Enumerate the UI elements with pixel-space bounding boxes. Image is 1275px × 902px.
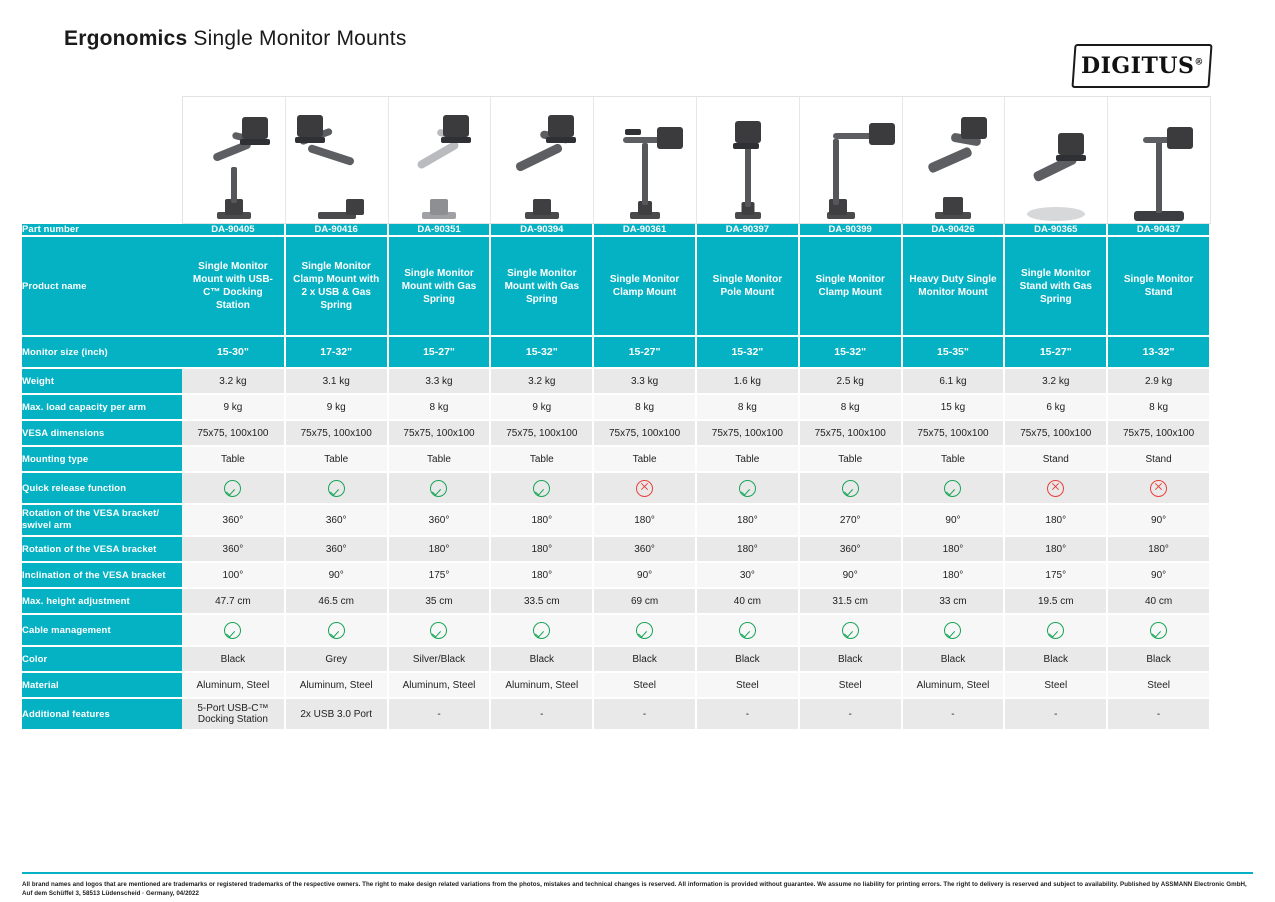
monitor-pole-mount-icon (702, 111, 794, 223)
monitor-mount-gas-spring-clamp-icon (188, 111, 280, 223)
cell-material: Aluminum, Steel (285, 672, 388, 698)
row-label-inclination-bracket: Inclination of the VESA bracket (22, 562, 182, 588)
logo-text: DIGITUS (1080, 53, 1194, 79)
cell-vesa-dimensions: 75x75, 100x100 (182, 420, 285, 446)
cell-color: Black (1107, 646, 1210, 672)
check-icon (328, 480, 345, 497)
product-image-cell (1108, 97, 1210, 223)
product-image-cell (389, 97, 492, 223)
cell-rotation-bracket-swivel: 180° (1004, 504, 1107, 536)
product-image-cell (800, 97, 903, 223)
cell-rotation-bracket: 180° (388, 536, 491, 562)
row-label-additional-features: Additional features (22, 698, 182, 730)
cell-additional-features: 5-Port USB-C™ Docking Station (182, 698, 285, 730)
cell-product-name: Single Monitor Mount with Gas Spring (490, 236, 593, 336)
row-label-part-number: Part number (22, 224, 182, 236)
cell-weight: 3.2 kg (490, 368, 593, 394)
table-row (22, 446, 1210, 472)
table-row (22, 698, 1210, 730)
cell-cable-management (593, 614, 696, 646)
row-label-max-height: Max. height adjustment (22, 588, 182, 614)
cell-max-height: 33.5 cm (490, 588, 593, 614)
cell-rotation-bracket: 360° (182, 536, 285, 562)
cell-material: Steel (593, 672, 696, 698)
cell-vesa-dimensions: 75x75, 100x100 (490, 420, 593, 446)
cross-icon (1047, 480, 1064, 497)
check-icon (328, 622, 345, 639)
cell-rotation-bracket: 180° (902, 536, 1005, 562)
cell-material: Aluminum, Steel (388, 672, 491, 698)
cell-max-height: 46.5 cm (285, 588, 388, 614)
cell-mounting-type: Table (285, 446, 388, 472)
cell-quick-release (696, 472, 799, 504)
cell-inclination-bracket: 180° (902, 562, 1005, 588)
check-icon (533, 480, 550, 497)
row-label-max-load: Max. load capacity per arm (22, 394, 182, 420)
logo-registered-mark: ® (1193, 57, 1204, 68)
monitor-heavy-duty-mount-icon (907, 111, 999, 223)
cell-rotation-bracket-swivel: 180° (696, 504, 799, 536)
cell-part-number: DA-90394 (490, 224, 593, 236)
row-label-vesa-dimensions: VESA dimensions (22, 420, 182, 446)
cell-rotation-bracket: 360° (799, 536, 902, 562)
cell-vesa-dimensions: 75x75, 100x100 (1004, 420, 1107, 446)
cell-color: Silver/Black (388, 646, 491, 672)
cell-part-number: DA-90405 (182, 224, 285, 236)
cell-weight: 3.2 kg (182, 368, 285, 394)
check-icon (224, 622, 241, 639)
monitor-stand-icon (1113, 111, 1205, 223)
cell-material: Aluminum, Steel (490, 672, 593, 698)
check-icon (944, 622, 961, 639)
table-row (22, 394, 1210, 420)
cell-color: Black (490, 646, 593, 672)
cell-monitor-size: 15-32" (696, 336, 799, 368)
cell-max-height: 40 cm (696, 588, 799, 614)
check-icon (842, 480, 859, 497)
check-icon (533, 622, 550, 639)
cell-monitor-size: 17-32" (285, 336, 388, 368)
monitor-mount-silver-gas-spring-icon (393, 111, 485, 223)
digitus-logo (1071, 44, 1212, 88)
cell-mounting-type: Stand (1107, 446, 1210, 472)
cell-vesa-dimensions: 75x75, 100x100 (593, 420, 696, 446)
table-row (22, 504, 1210, 536)
table-row (22, 224, 1210, 236)
check-icon (842, 622, 859, 639)
monitor-mount-black-gas-spring-icon (496, 111, 588, 223)
cell-material: Steel (1107, 672, 1210, 698)
legal-disclaimer: All brand names and logos that are mentioned are trademarks or registered trademarks of the respective owners. The right to make design related variations from the photos, mistakes and technical changes is reserved. All information is provided without guarantee. We assume no liability for printing errors. The right to delivery is reserved and subject to availability. Published by ASSMANN Electronic GmbH, Auf dem Schüffel 3, 58513 Lüdenscheid · Germany, 04/2022 (22, 881, 1247, 897)
cell-part-number: DA-90399 (799, 224, 902, 236)
product-image-strip (182, 96, 1211, 224)
product-image-cell (491, 97, 594, 223)
cell-vesa-dimensions: 75x75, 100x100 (1107, 420, 1210, 446)
check-icon (739, 622, 756, 639)
cell-rotation-bracket: 180° (490, 536, 593, 562)
cell-max-load: 15 kg (902, 394, 1005, 420)
cell-rotation-bracket-swivel: 360° (285, 504, 388, 536)
row-label-color: Color (22, 646, 182, 672)
cell-rotation-bracket-swivel: 270° (799, 504, 902, 536)
cell-product-name: Single Monitor Stand with Gas Spring (1004, 236, 1107, 336)
product-image-cell (286, 97, 389, 223)
row-label-material: Material (22, 672, 182, 698)
cell-monitor-size: 15-27" (1004, 336, 1107, 368)
check-icon (1150, 622, 1167, 639)
monitor-clamp-mount-icon (599, 111, 691, 223)
cell-mounting-type: Table (902, 446, 1005, 472)
cell-quick-release (799, 472, 902, 504)
cell-max-load: 8 kg (696, 394, 799, 420)
table-row (22, 536, 1210, 562)
cell-product-name: Single Monitor Pole Mount (696, 236, 799, 336)
row-label-rotation-bracket-swivel: Rotation of the VESA bracket/ swivel arm (22, 504, 182, 536)
check-icon (636, 622, 653, 639)
monitor-stand-gas-spring-icon (1010, 111, 1102, 223)
cell-color: Black (696, 646, 799, 672)
product-image-cell (697, 97, 800, 223)
logo-wordmark (1081, 53, 1204, 79)
page-title-bold: Ergonomics (64, 27, 188, 50)
cell-rotation-bracket-swivel: 180° (593, 504, 696, 536)
cell-cable-management (799, 614, 902, 646)
cell-additional-features: 2x USB 3.0 Port (285, 698, 388, 730)
cell-inclination-bracket: 90° (1107, 562, 1210, 588)
cell-product-name: Single Monitor Clamp Mount (799, 236, 902, 336)
cell-product-name: Single Monitor Mount with USB-C™ Docking Station (182, 236, 285, 336)
cell-weight: 6.1 kg (902, 368, 1005, 394)
cell-weight: 3.3 kg (593, 368, 696, 394)
cell-max-height: 40 cm (1107, 588, 1210, 614)
table-row (22, 562, 1210, 588)
table-row (22, 646, 1210, 672)
cell-part-number: DA-90416 (285, 224, 388, 236)
cell-vesa-dimensions: 75x75, 100x100 (696, 420, 799, 446)
page-title-light: Single Monitor Mounts (193, 27, 407, 50)
cell-material: Steel (1004, 672, 1107, 698)
product-image-cell (903, 97, 1006, 223)
cell-color: Grey (285, 646, 388, 672)
cell-inclination-bracket: 175° (1004, 562, 1107, 588)
cell-additional-features: - (593, 698, 696, 730)
cell-cable-management (696, 614, 799, 646)
cell-part-number: DA-90365 (1004, 224, 1107, 236)
row-label-weight: Weight (22, 368, 182, 394)
cell-cable-management (388, 614, 491, 646)
table-row (22, 336, 1210, 368)
cell-rotation-bracket-swivel: 90° (902, 504, 1005, 536)
cell-cable-management (1107, 614, 1210, 646)
cell-max-load: 8 kg (799, 394, 902, 420)
cell-mounting-type: Table (593, 446, 696, 472)
cell-product-name: Heavy Duty Single Monitor Mount (902, 236, 1005, 336)
cell-cable-management (182, 614, 285, 646)
cell-color: Black (902, 646, 1005, 672)
cell-vesa-dimensions: 75x75, 100x100 (388, 420, 491, 446)
cell-quick-release (902, 472, 1005, 504)
cell-inclination-bracket: 100° (182, 562, 285, 588)
cell-quick-release (182, 472, 285, 504)
cell-max-height: 19.5 cm (1004, 588, 1107, 614)
table-row (22, 472, 1210, 504)
cell-rotation-bracket: 180° (1004, 536, 1107, 562)
cell-additional-features: - (1107, 698, 1210, 730)
cell-part-number: DA-90351 (388, 224, 491, 236)
cell-rotation-bracket: 360° (285, 536, 388, 562)
cell-inclination-bracket: 90° (285, 562, 388, 588)
cell-cable-management (490, 614, 593, 646)
cell-quick-release (593, 472, 696, 504)
cell-material: Aluminum, Steel (902, 672, 1005, 698)
cell-weight: 2.9 kg (1107, 368, 1210, 394)
cell-quick-release (388, 472, 491, 504)
cell-weight: 1.6 kg (696, 368, 799, 394)
product-image-cell (1005, 97, 1108, 223)
check-icon (430, 480, 447, 497)
cell-rotation-bracket-swivel: 360° (388, 504, 491, 536)
table-row (22, 368, 1210, 394)
cell-max-load: 9 kg (490, 394, 593, 420)
cell-color: Black (593, 646, 696, 672)
cell-additional-features: - (1004, 698, 1107, 730)
row-label-mounting-type: Mounting type (22, 446, 182, 472)
cell-max-load: 9 kg (285, 394, 388, 420)
row-label-rotation-bracket: Rotation of the VESA bracket (22, 536, 182, 562)
cell-monitor-size: 15-32" (490, 336, 593, 368)
check-icon (944, 480, 961, 497)
cell-cable-management (1004, 614, 1107, 646)
cell-additional-features: - (696, 698, 799, 730)
cell-quick-release (1107, 472, 1210, 504)
cell-additional-features: - (799, 698, 902, 730)
cell-rotation-bracket-swivel: 180° (490, 504, 593, 536)
cell-part-number: DA-90426 (902, 224, 1005, 236)
cell-max-height: 31.5 cm (799, 588, 902, 614)
cell-quick-release (285, 472, 388, 504)
cell-quick-release (1004, 472, 1107, 504)
cell-monitor-size: 15-27" (388, 336, 491, 368)
monitor-clamp-mount-long-icon (805, 111, 897, 223)
cell-monitor-size: 15-32" (799, 336, 902, 368)
cell-color: Black (182, 646, 285, 672)
cell-vesa-dimensions: 75x75, 100x100 (902, 420, 1005, 446)
cell-mounting-type: Stand (1004, 446, 1107, 472)
cell-max-load: 8 kg (1107, 394, 1210, 420)
cell-weight: 3.2 kg (1004, 368, 1107, 394)
page-title (64, 26, 1211, 52)
cell-rotation-bracket: 360° (593, 536, 696, 562)
cell-quick-release (490, 472, 593, 504)
cell-rotation-bracket-swivel: 360° (182, 504, 285, 536)
product-image-cell (594, 97, 697, 223)
table-row (22, 614, 1210, 646)
cell-max-height: 47.7 cm (182, 588, 285, 614)
cell-inclination-bracket: 180° (490, 562, 593, 588)
check-icon (739, 480, 756, 497)
row-label-quick-release: Quick release function (22, 472, 182, 504)
cell-product-name: Single Monitor Clamp Mount (593, 236, 696, 336)
cell-inclination-bracket: 90° (593, 562, 696, 588)
cell-max-load: 8 kg (593, 394, 696, 420)
cell-rotation-bracket: 180° (696, 536, 799, 562)
cell-rotation-bracket: 180° (1107, 536, 1210, 562)
cell-additional-features: - (388, 698, 491, 730)
cell-max-load: 6 kg (1004, 394, 1107, 420)
cell-material: Steel (799, 672, 902, 698)
cell-material: Steel (696, 672, 799, 698)
cell-cable-management (285, 614, 388, 646)
cell-part-number: DA-90437 (1107, 224, 1210, 236)
cell-part-number: DA-90397 (696, 224, 799, 236)
cell-max-load: 8 kg (388, 394, 491, 420)
cell-additional-features: - (490, 698, 593, 730)
cell-weight: 3.1 kg (285, 368, 388, 394)
cell-product-name: Single Monitor Stand (1107, 236, 1210, 336)
product-image-cell (183, 97, 286, 223)
cell-mounting-type: Table (182, 446, 285, 472)
specification-table (22, 224, 1211, 731)
table-row (22, 588, 1210, 614)
check-icon (1047, 622, 1064, 639)
cell-inclination-bracket: 30° (696, 562, 799, 588)
cell-color: Black (1004, 646, 1107, 672)
cell-additional-features: - (902, 698, 1005, 730)
cell-max-height: 69 cm (593, 588, 696, 614)
page-footer (22, 872, 1253, 898)
cross-icon (1150, 480, 1167, 497)
cell-product-name: Single Monitor Clamp Mount with 2 x USB & Gas Spring (285, 236, 388, 336)
cell-mounting-type: Table (799, 446, 902, 472)
check-icon (224, 480, 241, 497)
cell-vesa-dimensions: 75x75, 100x100 (285, 420, 388, 446)
cell-inclination-bracket: 175° (388, 562, 491, 588)
cell-part-number: DA-90361 (593, 224, 696, 236)
cell-monitor-size: 15-27" (593, 336, 696, 368)
cell-monitor-size: 13-32" (1107, 336, 1210, 368)
cell-mounting-type: Table (388, 446, 491, 472)
row-label-monitor-size: Monitor size (inch) (22, 336, 182, 368)
specification-table-wrapper (22, 224, 1211, 731)
page-header (64, 26, 1211, 79)
check-icon (430, 622, 447, 639)
cell-max-height: 33 cm (902, 588, 1005, 614)
cell-mounting-type: Table (490, 446, 593, 472)
cell-monitor-size: 15-35" (902, 336, 1005, 368)
table-row (22, 420, 1210, 446)
cross-icon (636, 480, 653, 497)
cell-color: Black (799, 646, 902, 672)
cell-inclination-bracket: 90° (799, 562, 902, 588)
table-row (22, 672, 1210, 698)
row-label-product-name: Product name (22, 236, 182, 336)
cell-weight: 3.3 kg (388, 368, 491, 394)
cell-weight: 2.5 kg (799, 368, 902, 394)
monitor-mount-gas-spring-usb-icon (291, 111, 383, 223)
row-label-cable-management: Cable management (22, 614, 182, 646)
cell-cable-management (902, 614, 1005, 646)
cell-rotation-bracket-swivel: 90° (1107, 504, 1210, 536)
cell-monitor-size: 15-30" (182, 336, 285, 368)
cell-max-height: 35 cm (388, 588, 491, 614)
cell-material: Aluminum, Steel (182, 672, 285, 698)
cell-max-load: 9 kg (182, 394, 285, 420)
cell-product-name: Single Monitor Mount with Gas Spring (388, 236, 491, 336)
table-row (22, 236, 1210, 336)
cell-mounting-type: Table (696, 446, 799, 472)
cell-vesa-dimensions: 75x75, 100x100 (799, 420, 902, 446)
